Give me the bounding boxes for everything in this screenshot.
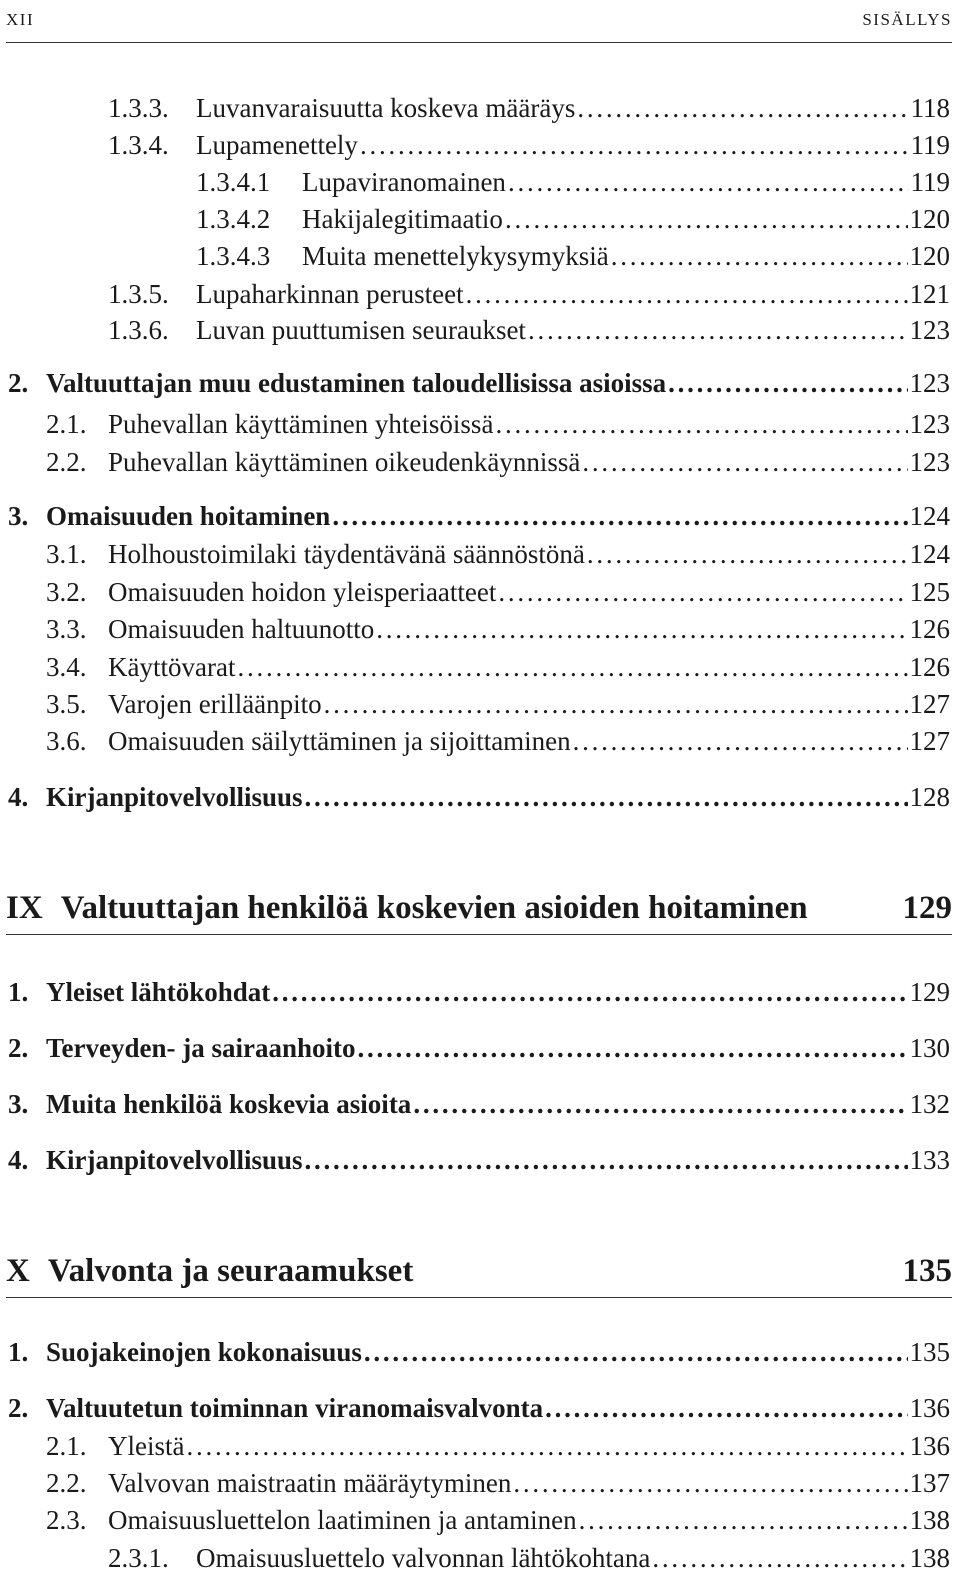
toc-entry-title: Kirjanpitovelvollisuus xyxy=(46,1145,303,1175)
toc-entry[interactable] xyxy=(46,536,950,572)
leader-dots xyxy=(513,1465,907,1501)
toc-section-entry[interactable] xyxy=(8,498,950,534)
toc-entry[interactable] xyxy=(108,276,950,312)
toc-entry-number: 2.3.1. xyxy=(108,1543,169,1573)
chapter-heading[interactable] xyxy=(6,1249,952,1298)
leader-dots xyxy=(545,1390,907,1426)
toc-entry-title: Omaisuuden hoidon yleisperiaatteet xyxy=(108,577,497,607)
toc-entry-number: 1.3.4.3 xyxy=(196,241,271,271)
leader-dots xyxy=(611,238,908,274)
running-header xyxy=(6,4,952,43)
toc-entry-title: Yleistä xyxy=(108,1431,185,1461)
toc-entry[interactable] xyxy=(46,611,950,647)
toc-entry[interactable] xyxy=(46,406,950,442)
leader-dots xyxy=(332,498,907,534)
leader-dots xyxy=(358,1030,908,1066)
toc-entry-title: Käyttövarat xyxy=(108,652,236,682)
toc-entry-title: Luvan puuttumisen seuraukset xyxy=(196,315,526,345)
toc-entry-page: 133 xyxy=(909,1145,950,1175)
toc-entry-page: 127 xyxy=(909,726,950,756)
leader-dots xyxy=(528,312,908,348)
toc-entry-number: 2.1. xyxy=(46,409,87,439)
toc-entry-title: Muita henkilöä koskevia asioita xyxy=(46,1089,412,1119)
leader-dots xyxy=(305,1142,908,1178)
leader-dots xyxy=(668,365,907,401)
toc-entry-title: Omaisuusluettelon laatiminen ja antaminen xyxy=(108,1505,577,1535)
leader-dots xyxy=(579,1502,908,1538)
toc-entry-number: 4. xyxy=(8,1145,29,1175)
toc-entry-page: 125 xyxy=(909,577,950,607)
toc-entry-page: 120 xyxy=(909,204,950,234)
toc-entry-number: 3.6. xyxy=(46,726,87,756)
leader-dots xyxy=(305,779,908,815)
toc-entry-page: 128 xyxy=(909,782,950,812)
toc-entry-page: 132 xyxy=(909,1089,950,1119)
leader-dots xyxy=(360,127,909,163)
toc-entry-page: 123 xyxy=(909,315,950,345)
toc-entry-number: 1. xyxy=(8,1337,29,1367)
toc-entry-number: 2.1. xyxy=(46,1431,87,1461)
toc-entry-title: Kirjanpitovelvollisuus xyxy=(46,782,303,812)
toc-entry[interactable] xyxy=(46,649,950,685)
toc-entry[interactable] xyxy=(46,686,950,722)
leader-dots xyxy=(466,276,908,312)
toc-entry-number: 3.1. xyxy=(46,539,87,569)
toc-entry-page: 137 xyxy=(909,1468,950,1498)
toc-entry-title: Omaisuuden hoitaminen xyxy=(46,501,331,531)
running-title: SISÄLLYS xyxy=(862,10,952,29)
toc-entry-page: 124 xyxy=(909,539,950,569)
toc-entry-number: 1.3.6. xyxy=(108,315,169,345)
leader-dots xyxy=(324,686,908,722)
toc-entry-number: 4. xyxy=(8,782,29,812)
chapter-title: Valtuuttajan henkilöä koskevien asioiden hoitaminen xyxy=(60,890,808,926)
leader-dots xyxy=(498,574,907,610)
toc-entry-title: Hakijalegitimaatio xyxy=(302,204,503,234)
toc-entry-title: Lupaharkinnan perusteet xyxy=(196,279,464,309)
toc-entry[interactable] xyxy=(46,1465,950,1501)
toc-entry-title: Suojakeinojen kokonaisuus xyxy=(46,1337,362,1367)
leader-dots xyxy=(582,444,907,480)
toc-entry-number: 3. xyxy=(8,1089,29,1119)
toc-entry-title: Puhevallan käyttäminen yhteisöissä xyxy=(108,409,494,439)
toc-entry-page: 121 xyxy=(909,279,950,309)
toc-entry-number: 1.3.4. xyxy=(108,130,169,160)
toc-section-entry[interactable] xyxy=(8,974,950,1010)
toc-entry[interactable] xyxy=(46,444,950,480)
toc-section-entry[interactable] xyxy=(8,1334,950,1370)
toc-entry-page: 119 xyxy=(910,130,950,160)
toc-entry-number: 3.4. xyxy=(46,652,87,682)
toc-entry[interactable] xyxy=(196,164,950,200)
toc-entry-page: 130 xyxy=(909,1033,950,1063)
toc-entry-page: 123 xyxy=(909,447,950,477)
toc-entry[interactable] xyxy=(108,312,950,348)
toc-section-entry[interactable] xyxy=(8,365,950,401)
toc-entry-title: Holhoustoimilaki täydentävänä säännöstönä xyxy=(108,539,585,569)
chapter-heading[interactable] xyxy=(6,886,952,935)
toc-entry-title: Terveyden- ja sairaanhoito xyxy=(46,1033,356,1063)
toc-entry[interactable] xyxy=(108,127,950,163)
toc-entry-page: 129 xyxy=(909,977,950,1007)
toc-entry-title: Yleiset lähtökohdat xyxy=(46,977,271,1007)
leader-dots xyxy=(237,649,907,685)
toc-entry-title: Omaisuuden haltuunotto xyxy=(108,614,375,644)
toc-entry-number: 2.2. xyxy=(46,1468,87,1498)
toc-entry-page: 136 xyxy=(909,1393,950,1423)
leader-dots xyxy=(652,1540,907,1576)
leader-dots xyxy=(376,611,907,647)
chapter-page: 129 xyxy=(902,890,952,926)
toc-entry-page: 136 xyxy=(909,1431,950,1461)
leader-dots xyxy=(413,1086,907,1122)
chapter-number: X xyxy=(6,1253,30,1289)
toc-entry-number: 1.3.4.1 xyxy=(196,167,271,197)
leader-dots xyxy=(272,974,907,1010)
toc-entry-number: 1. xyxy=(8,977,29,1007)
toc-entry-page: 119 xyxy=(910,167,950,197)
toc-entry-title: Omaisuusluettelo valvonnan lähtökohtana xyxy=(196,1543,651,1573)
toc-entry-page: 118 xyxy=(910,93,950,123)
toc-entry-title: Lupaviranomainen xyxy=(302,167,506,197)
toc-entry[interactable] xyxy=(196,238,950,274)
toc-entry-number: 2.3. xyxy=(46,1505,87,1535)
toc-entry-number: 1.3.5. xyxy=(108,279,169,309)
toc-entry[interactable] xyxy=(46,1428,950,1464)
toc-entry-title: Lupamenettely xyxy=(196,130,358,160)
leader-dots xyxy=(577,90,908,126)
toc-entry-page: 127 xyxy=(909,689,950,719)
toc-entry-number: 3.5. xyxy=(46,689,87,719)
toc-entry-number: 1.3.3. xyxy=(108,93,169,123)
toc-entry-page: 123 xyxy=(909,409,950,439)
toc-entry-number: 3.2. xyxy=(46,577,87,607)
toc-section-entry[interactable] xyxy=(8,1086,950,1122)
toc-entry-title: Luvanvaraisuutta koskeva määräys xyxy=(196,93,576,123)
leader-dots xyxy=(508,164,909,200)
toc-entry[interactable] xyxy=(46,1502,950,1538)
toc-entry-title: Varojen erilläänpito xyxy=(108,689,322,719)
toc-entry-number: 2.2. xyxy=(46,447,87,477)
toc-entry-number: 1.3.4.2 xyxy=(196,204,271,234)
toc-entry[interactable] xyxy=(108,90,950,126)
chapter-number: IX xyxy=(6,890,43,926)
toc-entry-title: Puhevallan käyttäminen oikeudenkäynnissä xyxy=(108,447,581,477)
toc-section-entry[interactable] xyxy=(8,779,950,815)
toc-entry[interactable] xyxy=(46,574,950,610)
toc-entry-title: Valvovan maistraatin määräytyminen xyxy=(108,1468,512,1498)
leader-dots xyxy=(495,406,907,442)
page-number: XII xyxy=(6,10,35,29)
toc-entry-number: 3. xyxy=(8,501,29,531)
toc-entry-number: 2. xyxy=(8,368,29,398)
toc-entry-title: Muita menettelykysymyksiä xyxy=(302,241,609,271)
toc-section-entry[interactable] xyxy=(8,1390,950,1426)
toc-entry[interactable] xyxy=(196,201,950,237)
toc-entry-page: 123 xyxy=(909,368,950,398)
toc-section-entry[interactable] xyxy=(8,1030,950,1066)
toc-entry-number: 3.3. xyxy=(46,614,87,644)
chapter-page: 135 xyxy=(902,1253,952,1289)
toc-entry-page: 138 xyxy=(909,1505,950,1535)
toc-entry-title: Valtuutetun toiminnan viranomaisvalvonta xyxy=(46,1393,544,1423)
toc-entry-number: 2. xyxy=(8,1393,29,1423)
toc-entry-page: 126 xyxy=(909,652,950,682)
toc-entry-page: 135 xyxy=(909,1337,950,1367)
leader-dots xyxy=(186,1428,907,1464)
leader-dots xyxy=(587,536,908,572)
toc-entry-title: Valtuuttajan muu edustaminen taloudellisissa asioissa xyxy=(46,368,667,398)
leader-dots xyxy=(573,723,908,759)
leader-dots xyxy=(505,201,908,237)
toc-entry-title: Omaisuuden säilyttäminen ja sijoittaminen xyxy=(108,726,571,756)
toc-entry-page: 124 xyxy=(909,501,950,531)
toc-entry[interactable] xyxy=(108,1540,950,1576)
toc-entry[interactable] xyxy=(46,723,950,759)
toc-entry-page: 120 xyxy=(909,241,950,271)
toc-entry-number: 2. xyxy=(8,1033,29,1063)
toc-entry-page: 126 xyxy=(909,614,950,644)
toc-section-entry[interactable] xyxy=(8,1142,950,1178)
leader-dots xyxy=(364,1334,908,1370)
chapter-title: Valvonta ja seuraamukset xyxy=(47,1253,414,1289)
toc-entry-page: 138 xyxy=(909,1543,950,1573)
